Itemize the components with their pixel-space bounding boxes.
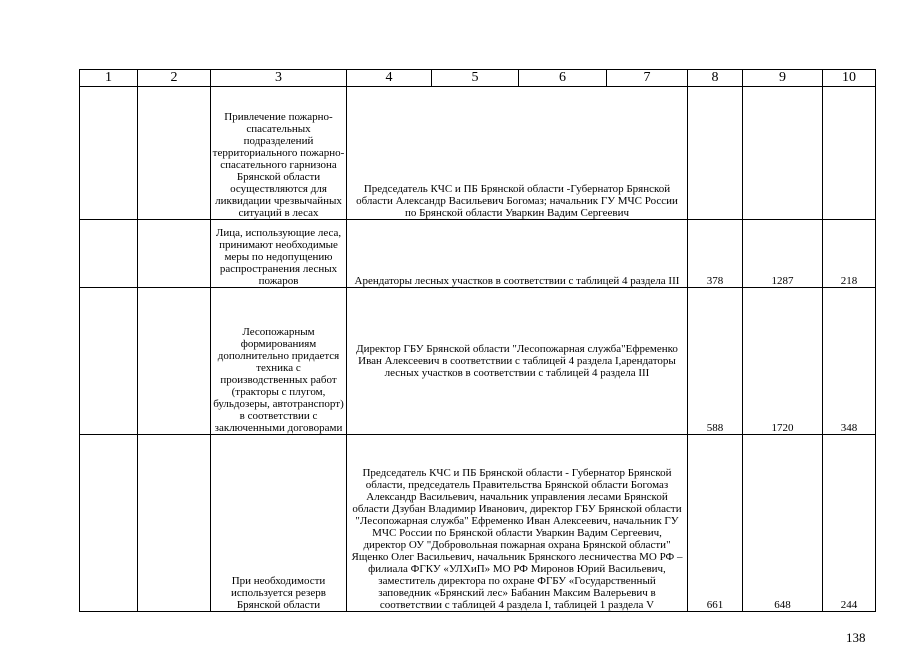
table-row <box>80 220 876 288</box>
row4-col10: 244 <box>823 435 876 612</box>
row2-col1 <box>80 220 138 288</box>
row3-measure: Лесопожарным формированиям дополнительно придается техника с производственных работ (тракторы с плугом, бульдозеры, автотранспорт) в соответствии с заключенными договорами <box>211 288 347 435</box>
row1-col10 <box>823 87 876 220</box>
row1-col8 <box>688 87 743 220</box>
header-cell-7: 7 <box>607 70 688 87</box>
header-cell-9: 9 <box>743 70 823 87</box>
table-row <box>80 87 876 220</box>
row3-col9: 1720 <box>743 288 823 435</box>
row2-col8: 378 <box>688 220 743 288</box>
row1-col2 <box>138 87 211 220</box>
header-cell-4: 4 <box>347 70 432 87</box>
row3-col10: 348 <box>823 288 876 435</box>
plan-table <box>79 69 876 612</box>
row4-col1 <box>80 435 138 612</box>
row2-col2 <box>138 220 211 288</box>
table-row <box>80 288 876 435</box>
row4-col9: 648 <box>743 435 823 612</box>
row3-col2 <box>138 288 211 435</box>
row3-col8: 588 <box>688 288 743 435</box>
header-cell-3: 3 <box>211 70 347 87</box>
header-row <box>80 70 876 87</box>
row2-responsible: Арендаторы лесных участков в соответствии с таблицей 4 раздела III <box>347 220 688 288</box>
table-row <box>80 435 876 612</box>
row3-col1 <box>80 288 138 435</box>
row2-measure: Лица, использующие леса, принимают необходимые меры по недопущению распространения лесных пожаров <box>211 220 347 288</box>
header-cell-2: 2 <box>138 70 211 87</box>
header-cell-5: 5 <box>432 70 519 87</box>
header-cell-6: 6 <box>519 70 607 87</box>
header-cell-1: 1 <box>80 70 138 87</box>
row2-col9: 1287 <box>743 220 823 288</box>
row4-col8: 661 <box>688 435 743 612</box>
row1-col1 <box>80 87 138 220</box>
row4-measure: При необходимости используется резерв Брянской области <box>211 435 347 612</box>
page-number: 138 <box>846 630 866 645</box>
row2-col10: 218 <box>823 220 876 288</box>
header-cell-8: 8 <box>688 70 743 87</box>
row4-responsible: Председатель КЧС и ПБ Брянской области - Губернатор Брянской области, председатель Правительства Брянской области Богомаз Александр Васильевич, начальник управления лесами Брянской области Дзубан Владимир Иванович, директор ГБУ Брянской области "Лесопожарная служба" Ефременко Иван Алексеевич, начальник ГУ МЧС России по Брянской области Уваркин Вадим Сергеевич, директор ОУ "Добровольная пожарная охрана Брянской области" Ященко Олег Васильевич, начальник Брянского лесничества МО РФ –филиала ФГКУ «УЛХиП» МО РФ Миронов Юрий Васильевич, заместитель директора по охране ФГБУ «Государственный заповедник «Брянский лес» Бабанин Максим Валерьевич в соответствии с таблицей 4 раздела I, таблицей 1 раздела V <box>347 435 688 612</box>
header-cell-10: 10 <box>823 70 876 87</box>
row1-responsible: Председатель КЧС и ПБ Брянской области -Губернатор Брянской области Александр Васильевич Богомаз; начальник ГУ МЧС России по Брянской области Уваркин Вадим Сергеевич <box>347 87 688 220</box>
row3-responsible: Директор ГБУ Брянской области "Лесопожарная служба"Ефременко Иван Алексеевич в соответствии с таблицей 4 раздела I,арендаторы лесных участков в соответствии с таблицей 4 раздела III <box>347 288 688 435</box>
row1-col9 <box>743 87 823 220</box>
row4-col2 <box>138 435 211 612</box>
row1-measure: Привлечение пожарно-спасательных подразделений территориального пожарно-спасательного гарнизона Брянской области осуществляются для ликвидации чрезвычайных ситуаций в лесах <box>211 87 347 220</box>
